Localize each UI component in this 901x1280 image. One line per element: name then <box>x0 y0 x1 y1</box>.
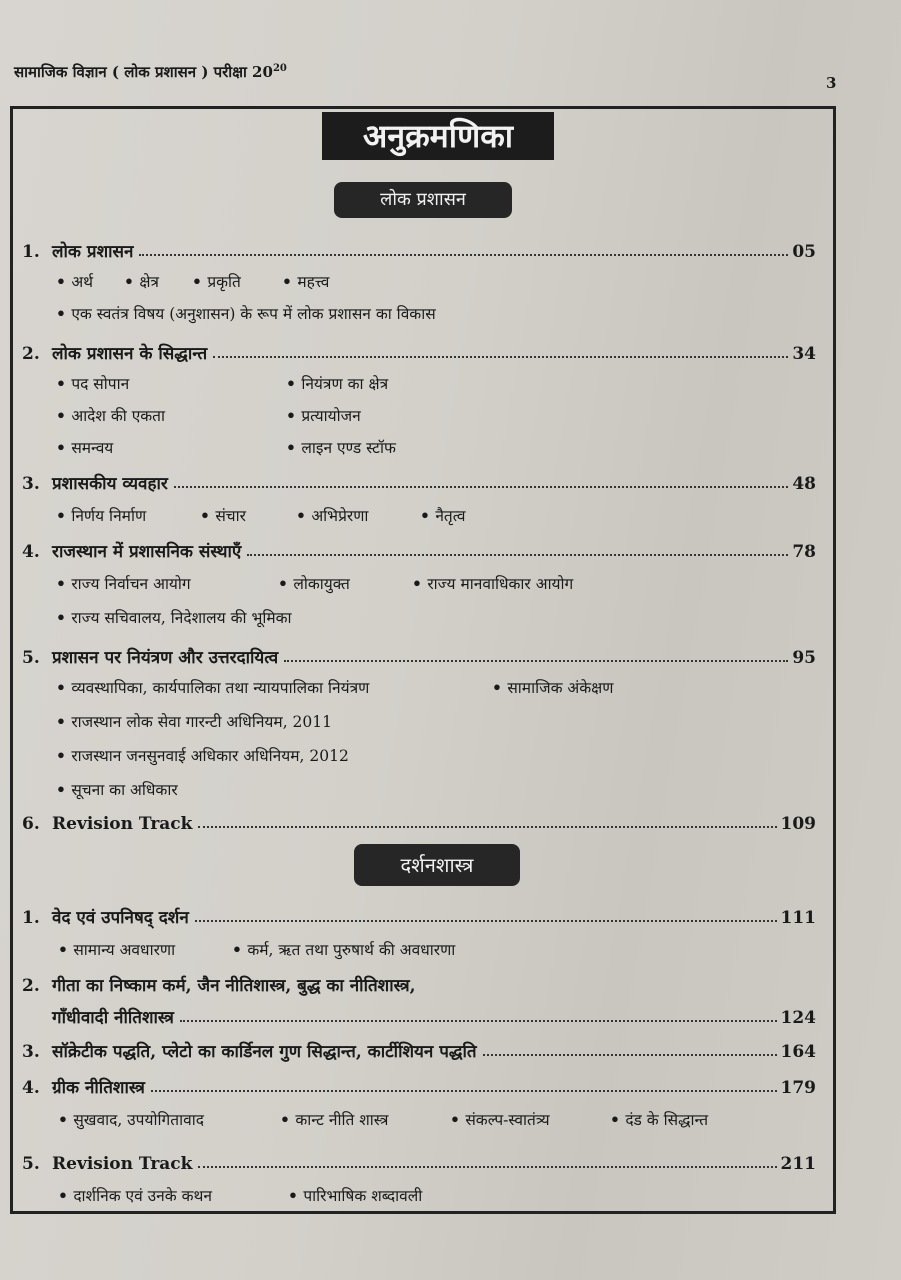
entry-number: 2. <box>22 976 40 996</box>
entry-page: 05 <box>792 242 816 262</box>
sub-topic: • प्रत्यायोजन <box>286 404 361 426</box>
sub-topic: • आदेश की एकता <box>56 404 165 426</box>
section-heading-public-administration: लोक प्रशासन <box>334 182 512 218</box>
sub-topic: • अर्थ <box>56 270 93 292</box>
entry-title: लोक प्रशासन के सिद्धान्त <box>52 344 208 364</box>
running-head: सामाजिक विज्ञान ( लोक प्रशासन ) परीक्षा $20^{20}$ <box>14 63 287 81</box>
entry-title: लोक प्रशासन <box>52 242 134 262</box>
sub-topic: • राज्य निर्वाचन आयोग <box>56 572 191 594</box>
dot-leader <box>483 1054 777 1056</box>
entry-page: 95 <box>792 648 816 668</box>
entry-number: 3. <box>22 474 40 494</box>
dot-leader <box>198 826 776 828</box>
dot-leader <box>247 554 788 556</box>
dot-leader <box>195 920 777 922</box>
sub-topic: • कर्म, ऋत तथा पुरुषार्थ की अवधारणा <box>232 938 455 960</box>
entry-title: गाँधीवादी नीतिशास्त्र <box>52 1008 174 1028</box>
toc-entry <box>22 536 816 562</box>
entry-page: 48 <box>792 474 816 494</box>
page-title: अनुक्रमणिका <box>322 112 554 160</box>
entry-page: 164 <box>780 1042 816 1062</box>
entry-title: राजस्थान में प्रशासनिक संस्थाएँ <box>52 542 242 562</box>
entry-title: ग्रीक नीतिशास्त्र <box>52 1078 145 1098</box>
sub-topic: • प्रकृति <box>192 270 241 292</box>
sub-topic: • दंड के सिद्धान्त <box>610 1108 708 1130</box>
entry-page: 34 <box>792 344 816 364</box>
toc-entry-continued <box>52 1002 816 1028</box>
sub-topic: • महत्त्व <box>282 270 329 292</box>
sub-topic: • सामान्य अवधारणा <box>58 938 175 960</box>
dot-leader <box>174 486 788 488</box>
entry-number: 2. <box>22 344 40 364</box>
entry-number: 1. <box>22 242 40 262</box>
entry-number: 3. <box>22 1042 40 1062</box>
section-heading-philosophy: दर्शनशास्त्र <box>354 844 520 886</box>
sub-topic: • दार्शनिक एवं उनके कथन <box>58 1184 212 1206</box>
entry-title: वेद एवं उपनिषद् दर्शन <box>52 908 189 928</box>
dot-leader <box>198 1166 776 1168</box>
sub-topic: • संचार <box>200 504 246 526</box>
sub-topic: • अभिप्रेरणा <box>296 504 368 526</box>
dot-leader <box>180 1020 777 1022</box>
sub-topic: • कान्ट नीति शास्त्र <box>280 1108 388 1130</box>
entry-page: 179 <box>780 1078 816 1098</box>
entry-page: 78 <box>792 542 816 562</box>
toc-entry <box>22 338 816 364</box>
entry-number: 5. <box>22 1154 40 1174</box>
sub-topic: • संकल्प-स्वातंत्र्य <box>450 1108 550 1130</box>
toc-entry <box>22 902 816 928</box>
dot-leader <box>139 254 788 256</box>
toc-entry <box>22 468 816 494</box>
entry-number: 1. <box>22 908 40 928</box>
sub-topic: • समन्वय <box>56 436 113 458</box>
entry-number: 5. <box>22 648 40 668</box>
entry-title: प्रशासन पर नियंत्रण और उत्तरदायित्व <box>52 648 279 668</box>
entry-page: 111 <box>780 908 816 928</box>
sub-topic: • पद सोपान <box>56 372 129 394</box>
entry-title: प्रशासकीय व्यवहार <box>52 474 168 494</box>
sub-topic: • एक स्वतंत्र विषय (अनुशासन) के रूप में लोक प्रशासन का विकास <box>56 302 436 324</box>
dot-leader <box>284 660 788 662</box>
sub-topic: • निर्णय निर्माण <box>56 504 146 526</box>
toc-entry <box>22 808 816 834</box>
dot-leader <box>213 356 788 358</box>
sub-topic: • नैतृत्व <box>420 504 465 526</box>
sub-topic: • क्षेत्र <box>124 270 159 292</box>
sub-topic: • सामाजिक अंकेक्षण <box>492 676 614 698</box>
entry-number: 4. <box>22 542 40 562</box>
sub-topic: • राज्य सचिवालय, निदेशालय की भूमिका <box>56 606 292 628</box>
entry-page: 124 <box>780 1008 816 1028</box>
entry-page: 211 <box>780 1154 816 1174</box>
toc-entry <box>22 1072 816 1098</box>
toc-entry <box>22 236 816 262</box>
sub-topic: • सूचना का अधिकार <box>56 778 178 800</box>
entry-number: 6. <box>22 814 40 834</box>
sub-topic: • लोकायुक्त <box>278 572 350 594</box>
sub-topic: • व्यवस्थापिका, कार्यपालिका तथा न्यायपालिका नियंत्रण <box>56 676 369 698</box>
sub-topic: • लाइन एण्ड स्टॉफ <box>286 436 396 458</box>
entry-number: 4. <box>22 1078 40 1098</box>
sub-topic: • नियंत्रण का क्षेत्र <box>286 372 388 394</box>
entry-page: 109 <box>780 814 816 834</box>
page-number: 3 <box>826 74 837 92</box>
toc-entry <box>22 1036 816 1062</box>
dot-leader <box>151 1090 777 1092</box>
sub-topic: • राजस्थान जनसुनवाई अधिकार अधिनियम, 2012 <box>56 744 349 766</box>
sub-topic: • पारिभाषिक शब्दावली <box>288 1184 422 1206</box>
toc-entry <box>22 970 816 996</box>
sub-topic: • राजस्थान लोक सेवा गारन्टी अधिनियम, 2011 <box>56 710 332 732</box>
entry-title: Revision Track <box>52 814 193 834</box>
toc-entry <box>22 1148 816 1174</box>
sub-topic: • राज्य मानवाधिकार आयोग <box>412 572 573 594</box>
entry-title: Revision Track <box>52 1154 193 1174</box>
entry-title: गीता का निष्काम कर्म, जैन नीतिशास्त्र, बुद्ध का नीतिशास्त्र, <box>52 976 416 996</box>
entry-title: सॉक्रेटीक पद्धति, प्लेटो का कार्डिनल गुण सिद्धान्त, कार्टीशियन पद्धति <box>52 1042 477 1062</box>
toc-entry <box>22 642 816 668</box>
sub-topic: • सुखवाद, उपयोगितावाद <box>58 1108 204 1130</box>
